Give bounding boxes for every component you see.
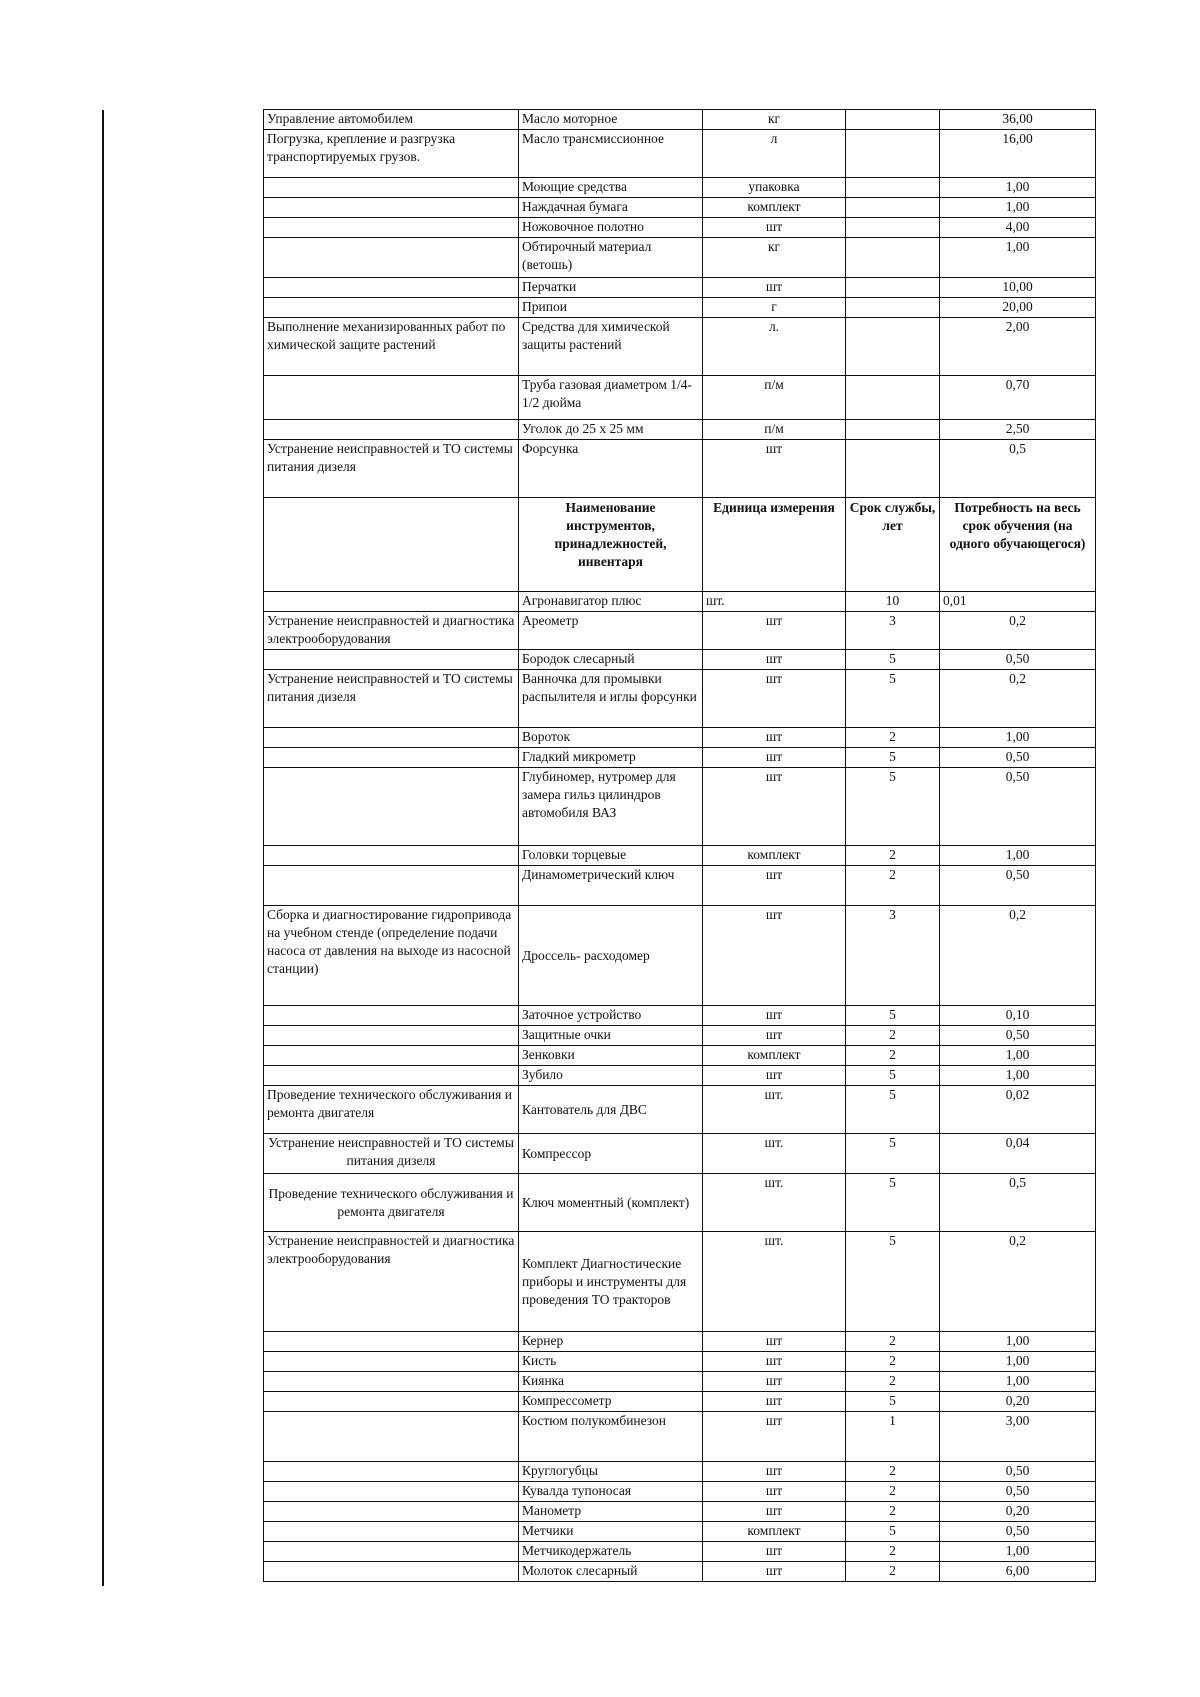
- item-name-cell: Молоток слесарный: [519, 1562, 703, 1582]
- unit-cell: комплект: [703, 846, 846, 866]
- item-name-cell: Моющие средства: [519, 178, 703, 198]
- activity-cell: [264, 1352, 519, 1372]
- activity-cell: Сборка и диагностирование гидропривода на учебном стенде (определение подачи насоса от давления на выходе из насосной станции): [264, 906, 519, 1006]
- table-row: [264, 1066, 1096, 1086]
- unit-cell: шт: [703, 440, 846, 498]
- quantity-cell: 20,00: [940, 298, 1096, 318]
- service-life-cell: [846, 178, 940, 198]
- quantity-cell: 0,10: [940, 1006, 1096, 1026]
- unit-cell: комплект: [703, 1046, 846, 1066]
- unit-cell: шт: [703, 650, 846, 670]
- item-name-cell: Динамометрический ключ: [519, 866, 703, 906]
- item-name-cell: Зенковки: [519, 1046, 703, 1066]
- quantity-cell: 0,2: [940, 906, 1096, 1006]
- unit-cell: шт: [703, 670, 846, 728]
- quantity-cell: 1,00: [940, 1352, 1096, 1372]
- item-name-cell: Припои: [519, 298, 703, 318]
- activity-cell: [264, 592, 519, 612]
- unit-cell: шт.: [703, 1174, 846, 1232]
- service-life-cell: 10: [846, 592, 940, 612]
- activity-cell: [264, 650, 519, 670]
- item-name-cell: Кантователь для ДВС: [519, 1086, 703, 1134]
- table-row: [264, 1352, 1096, 1372]
- activity-cell: [264, 1066, 519, 1086]
- table-row: [264, 1026, 1096, 1046]
- quantity-cell: 3,00: [940, 1412, 1096, 1462]
- unit-cell: комплект: [703, 198, 846, 218]
- quantity-cell: 0,50: [940, 748, 1096, 768]
- unit-cell: шт: [703, 1392, 846, 1412]
- unit-cell: л: [703, 130, 846, 178]
- activity-cell: [264, 1502, 519, 1522]
- unit-cell: шт: [703, 728, 846, 748]
- activity-cell: [264, 420, 519, 440]
- quantity-cell: 0,20: [940, 1392, 1096, 1412]
- service-life-cell: 2: [846, 1462, 940, 1482]
- table-row: [264, 1412, 1096, 1462]
- item-name-cell: Ключ моментный (комплект): [519, 1174, 703, 1232]
- item-name-cell: Масло моторное: [519, 110, 703, 130]
- quantity-cell: 36,00: [940, 110, 1096, 130]
- service-life-cell: 2: [846, 866, 940, 906]
- activity-cell: [264, 238, 519, 278]
- table-row: [264, 1392, 1096, 1412]
- item-name-cell: Костюм полукомбинезон: [519, 1412, 703, 1462]
- table-row: [264, 612, 1096, 650]
- service-life-cell: [846, 440, 940, 498]
- item-name-cell: Гладкий микрометр: [519, 748, 703, 768]
- activity-cell: [264, 1522, 519, 1542]
- service-life-cell: 2: [846, 1026, 940, 1046]
- unit-cell: шт: [703, 768, 846, 846]
- service-life-cell: [846, 218, 940, 238]
- unit-cell: шт: [703, 1066, 846, 1086]
- table-row: [264, 1562, 1096, 1582]
- service-life-cell: 5: [846, 1086, 940, 1134]
- unit-cell: г: [703, 298, 846, 318]
- item-name-cell: Глубиномер, нутромер для замера гильз цилиндров автомобиля ВАЗ: [519, 768, 703, 846]
- unit-cell: л.: [703, 318, 846, 376]
- unit-cell: шт.: [703, 592, 846, 612]
- page-margin-line: [102, 110, 104, 1586]
- table-row: [264, 1462, 1096, 1482]
- service-life-cell: 2: [846, 1352, 940, 1372]
- service-life-cell: 2: [846, 1482, 940, 1502]
- table-row: [264, 376, 1096, 420]
- service-life-cell: 5: [846, 748, 940, 768]
- table-row: [264, 1174, 1096, 1232]
- item-name-cell: Наименование инструментов, принадлежностей, инвентаря: [519, 498, 703, 592]
- item-name-cell: Кисть: [519, 1352, 703, 1372]
- quantity-cell: 0,70: [940, 376, 1096, 420]
- quantity-cell: 0,20: [940, 1502, 1096, 1522]
- item-name-cell: Ареометр: [519, 612, 703, 650]
- table-row: [264, 768, 1096, 846]
- unit-cell: шт: [703, 218, 846, 238]
- table-row: [264, 318, 1096, 376]
- item-name-cell: Наждачная бумага: [519, 198, 703, 218]
- quantity-cell: 0,5: [940, 440, 1096, 498]
- table-row: [264, 1086, 1096, 1134]
- quantity-cell: 1,00: [940, 1372, 1096, 1392]
- item-name-cell: Дроссель- расходомер: [519, 906, 703, 1006]
- activity-cell: [264, 768, 519, 846]
- activity-cell: [264, 1562, 519, 1582]
- activity-cell: Погрузка, крепление и разгрузка транспортируемых грузов.: [264, 130, 519, 178]
- service-life-cell: 5: [846, 670, 940, 728]
- service-life-cell: 2: [846, 1046, 940, 1066]
- table-row: [264, 178, 1096, 198]
- service-life-cell: 2: [846, 1502, 940, 1522]
- unit-cell: п/м: [703, 376, 846, 420]
- service-life-cell: [846, 318, 940, 376]
- item-name-cell: Уголок до 25 х 25 мм: [519, 420, 703, 440]
- activity-cell: [264, 1372, 519, 1392]
- unit-cell: шт: [703, 1332, 846, 1352]
- table-row: [264, 130, 1096, 178]
- unit-cell: шт: [703, 866, 846, 906]
- activity-cell: Устранение неисправностей и ТО системы питания дизеля: [264, 440, 519, 498]
- unit-cell: шт: [703, 1462, 846, 1482]
- table-row: [264, 1232, 1096, 1332]
- activity-cell: [264, 1462, 519, 1482]
- table-row: [264, 420, 1096, 440]
- activity-cell: [264, 1392, 519, 1412]
- service-life-cell: 5: [846, 650, 940, 670]
- item-name-cell: Компрессор: [519, 1134, 703, 1174]
- unit-cell: комплект: [703, 1522, 846, 1542]
- table-row: [264, 1006, 1096, 1026]
- service-life-cell: [846, 198, 940, 218]
- activity-cell: [264, 376, 519, 420]
- quantity-cell: 1,00: [940, 1542, 1096, 1562]
- unit-cell: Единица измерения: [703, 498, 846, 592]
- service-life-cell: 5: [846, 1066, 940, 1086]
- unit-cell: шт.: [703, 1232, 846, 1332]
- item-name-cell: Манометр: [519, 1502, 703, 1522]
- quantity-cell: 1,00: [940, 198, 1096, 218]
- quantity-cell: 4,00: [940, 218, 1096, 238]
- quantity-cell: 1,00: [940, 238, 1096, 278]
- item-name-cell: Защитные очки: [519, 1026, 703, 1046]
- quantity-cell: 0,2: [940, 1232, 1096, 1332]
- unit-cell: кг: [703, 238, 846, 278]
- service-life-cell: 2: [846, 1542, 940, 1562]
- item-name-cell: Метчикодержатель: [519, 1542, 703, 1562]
- item-name-cell: Перчатки: [519, 278, 703, 298]
- item-name-cell: Масло трансмиссионное: [519, 130, 703, 178]
- table-row: [264, 1502, 1096, 1522]
- item-name-cell: Киянка: [519, 1372, 703, 1392]
- table-row: [264, 592, 1096, 612]
- quantity-cell: 10,00: [940, 278, 1096, 298]
- service-life-cell: 5: [846, 1134, 940, 1174]
- item-name-cell: Метчики: [519, 1522, 703, 1542]
- item-name-cell: Круглогубцы: [519, 1462, 703, 1482]
- unit-cell: шт: [703, 1562, 846, 1582]
- service-life-cell: 2: [846, 1332, 940, 1352]
- service-life-cell: [846, 298, 940, 318]
- service-life-cell: 2: [846, 1562, 940, 1582]
- service-life-cell: [846, 278, 940, 298]
- table-row: [264, 278, 1096, 298]
- service-life-cell: [846, 238, 940, 278]
- item-name-cell: Форсунка: [519, 440, 703, 498]
- table-row: [264, 440, 1096, 498]
- activity-cell: [264, 748, 519, 768]
- activity-cell: Устранение неисправностей и ТО системы питания дизеля: [264, 1134, 519, 1174]
- unit-cell: шт: [703, 1026, 846, 1046]
- table-row: [264, 670, 1096, 728]
- activity-cell: [264, 498, 519, 592]
- quantity-cell: 16,00: [940, 130, 1096, 178]
- activity-cell: Устранение неисправностей и диагностика электрооборудования: [264, 1232, 519, 1332]
- unit-cell: шт: [703, 612, 846, 650]
- quantity-cell: 1,00: [940, 846, 1096, 866]
- item-name-cell: Кернер: [519, 1332, 703, 1352]
- activity-cell: Устранение неисправностей и диагностика электрооборудования: [264, 612, 519, 650]
- table-row: [264, 1134, 1096, 1174]
- activity-cell: Устранение неисправностей и ТО системы питания дизеля: [264, 670, 519, 728]
- activity-cell: [264, 278, 519, 298]
- quantity-cell: 0,5: [940, 1174, 1096, 1232]
- quantity-cell: 0,02: [940, 1086, 1096, 1134]
- service-life-cell: Срок службы, лет: [846, 498, 940, 592]
- item-name-cell: Труба газовая диаметром 1/4-1/2 дюйма: [519, 376, 703, 420]
- table-body: [264, 110, 1096, 1582]
- table-row: [264, 846, 1096, 866]
- quantity-cell: 0,2: [940, 612, 1096, 650]
- table-row: [264, 866, 1096, 906]
- table-row: [264, 1332, 1096, 1352]
- unit-cell: шт: [703, 1542, 846, 1562]
- service-life-cell: [846, 376, 940, 420]
- table-row: [264, 298, 1096, 318]
- service-life-cell: [846, 110, 940, 130]
- item-name-cell: Ножовочное полотно: [519, 218, 703, 238]
- item-name-cell: Головки торцевые: [519, 846, 703, 866]
- table-row: [264, 748, 1096, 768]
- quantity-cell: 1,00: [940, 1046, 1096, 1066]
- service-life-cell: 5: [846, 1392, 940, 1412]
- activity-cell: [264, 846, 519, 866]
- service-life-cell: [846, 420, 940, 440]
- table-row: [264, 906, 1096, 1006]
- unit-cell: шт: [703, 1412, 846, 1462]
- activity-cell: [264, 1542, 519, 1562]
- service-life-cell: 1: [846, 1412, 940, 1462]
- quantity-cell: 6,00: [940, 1562, 1096, 1582]
- table-row: [264, 1522, 1096, 1542]
- item-name-cell: Средства для химической защиты растений: [519, 318, 703, 376]
- unit-cell: шт: [703, 278, 846, 298]
- activity-cell: [264, 1046, 519, 1066]
- quantity-cell: 1,00: [940, 178, 1096, 198]
- table-row: [264, 198, 1096, 218]
- activity-cell: Управление автомобилем: [264, 110, 519, 130]
- unit-cell: упаковка: [703, 178, 846, 198]
- item-name-cell: Агронавигатор плюс: [519, 592, 703, 612]
- unit-cell: шт.: [703, 1134, 846, 1174]
- activity-cell: [264, 1026, 519, 1046]
- quantity-cell: 0,01: [940, 592, 1096, 612]
- quantity-cell: 1,00: [940, 1332, 1096, 1352]
- activity-cell: Проведение технического обслуживания и ремонта двигателя: [264, 1086, 519, 1134]
- unit-cell: шт.: [703, 1086, 846, 1134]
- unit-cell: шт: [703, 1372, 846, 1392]
- quantity-cell: 0,2: [940, 670, 1096, 728]
- item-name-cell: Заточное устройство: [519, 1006, 703, 1026]
- service-life-cell: 2: [846, 846, 940, 866]
- service-life-cell: 3: [846, 906, 940, 1006]
- service-life-cell: 5: [846, 1006, 940, 1026]
- table-row: [264, 1542, 1096, 1562]
- table-row: [264, 650, 1096, 670]
- unit-cell: шт: [703, 906, 846, 1006]
- item-name-cell: Обтирочный материал (ветошь): [519, 238, 703, 278]
- activity-cell: [264, 1412, 519, 1462]
- item-name-cell: Комплект Диагностические приборы и инструменты для проведения ТО тракторов: [519, 1232, 703, 1332]
- unit-cell: шт: [703, 1482, 846, 1502]
- quantity-cell: 0,50: [940, 1482, 1096, 1502]
- table-row: [264, 1372, 1096, 1392]
- quantity-cell: 0,50: [940, 1026, 1096, 1046]
- table-row: [264, 238, 1096, 278]
- unit-cell: шт: [703, 1352, 846, 1372]
- unit-cell: шт: [703, 748, 846, 768]
- activity-cell: [264, 866, 519, 906]
- table-header-row: [264, 498, 1096, 592]
- activity-cell: [264, 298, 519, 318]
- item-name-cell: Зубило: [519, 1066, 703, 1086]
- inventory-table: [263, 109, 1096, 1582]
- service-life-cell: 5: [846, 1232, 940, 1332]
- service-life-cell: 2: [846, 728, 940, 748]
- unit-cell: шт: [703, 1502, 846, 1522]
- service-life-cell: 3: [846, 612, 940, 650]
- table-row: [264, 110, 1096, 130]
- service-life-cell: 5: [846, 1174, 940, 1232]
- quantity-cell: 0,50: [940, 768, 1096, 846]
- item-name-cell: Компрессометр: [519, 1392, 703, 1412]
- table-row: [264, 728, 1096, 748]
- unit-cell: шт: [703, 1006, 846, 1026]
- table-row: [264, 218, 1096, 238]
- activity-cell: [264, 1006, 519, 1026]
- activity-cell: Проведение технического обслуживания и ремонта двигателя: [264, 1174, 519, 1232]
- item-name-cell: Ванночка для промывки распылителя и иглы форсунки: [519, 670, 703, 728]
- quantity-cell: 0,50: [940, 650, 1096, 670]
- activity-cell: Выполнение механизированных работ по химической защите растений: [264, 318, 519, 376]
- item-name-cell: Кувалда тупоносая: [519, 1482, 703, 1502]
- quantity-cell: 2,50: [940, 420, 1096, 440]
- quantity-cell: Потребность на весь срок обучения (на одного обучающегося): [940, 498, 1096, 592]
- service-life-cell: [846, 130, 940, 178]
- item-name-cell: Вороток: [519, 728, 703, 748]
- unit-cell: кг: [703, 110, 846, 130]
- quantity-cell: 1,00: [940, 728, 1096, 748]
- quantity-cell: 0,04: [940, 1134, 1096, 1174]
- activity-cell: [264, 218, 519, 238]
- service-life-cell: 5: [846, 768, 940, 846]
- activity-cell: [264, 1332, 519, 1352]
- activity-cell: [264, 198, 519, 218]
- service-life-cell: 2: [846, 1372, 940, 1392]
- quantity-cell: 0,50: [940, 1462, 1096, 1482]
- table-row: [264, 1046, 1096, 1066]
- quantity-cell: 1,00: [940, 1066, 1096, 1086]
- activity-cell: [264, 728, 519, 748]
- quantity-cell: 0,50: [940, 866, 1096, 906]
- item-name-cell: Бородок слесарный: [519, 650, 703, 670]
- table-row: [264, 1482, 1096, 1502]
- unit-cell: п/м: [703, 420, 846, 440]
- activity-cell: [264, 178, 519, 198]
- quantity-cell: 2,00: [940, 318, 1096, 376]
- activity-cell: [264, 1482, 519, 1502]
- quantity-cell: 0,50: [940, 1522, 1096, 1542]
- service-life-cell: 5: [846, 1522, 940, 1542]
